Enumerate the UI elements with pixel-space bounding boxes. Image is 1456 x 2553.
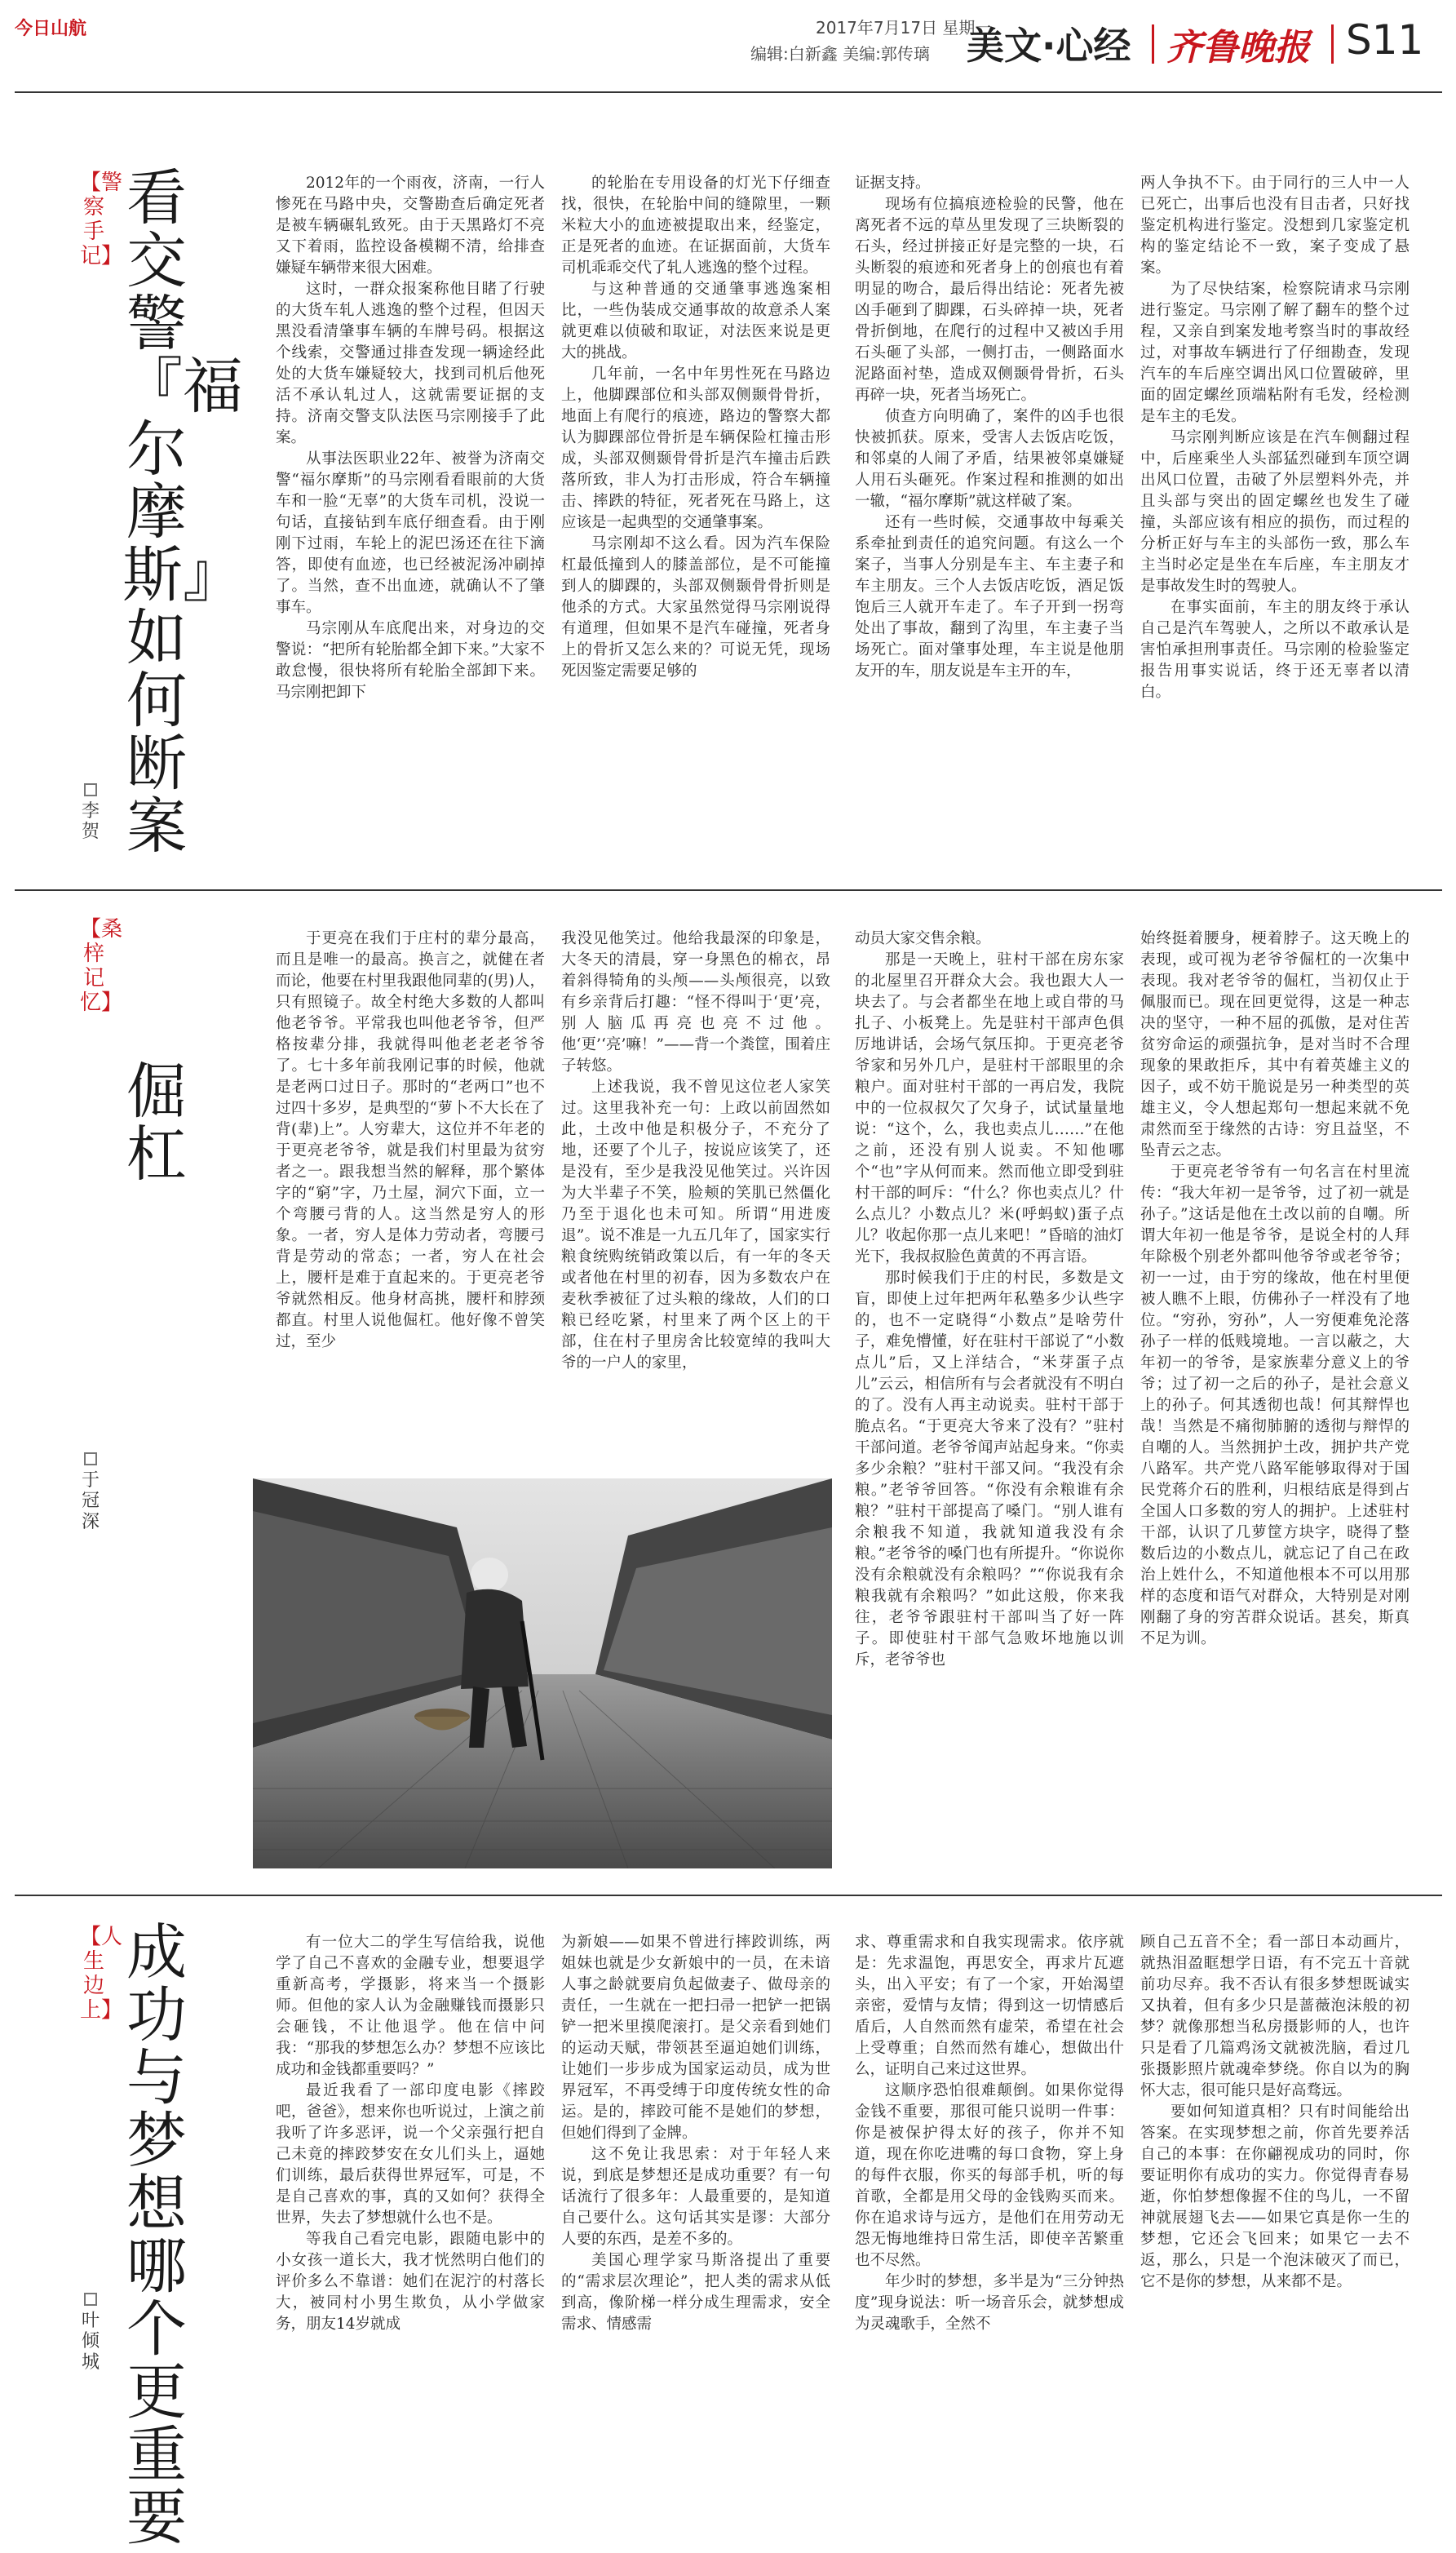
paragraph: 年少时的梦想，多半是为“三分钟热度”现身说法：听一场音乐会，就梦想成为灵魂歌手，全然不 [855, 2273, 1124, 2333]
paragraph: 马宗刚判断应该是在汽车侧翻过程中，后座乘坐人头部猛烈碰到车顶空调出风口位置，击破了外层塑料外壳，并且头部与突出的固定螺丝也发生了碰撞，头部应该有相应的损伤，而过程的分析正好与车主的头部伤一致，那么车主当时必定是坐在车后座，车主朋友才是事故发生时的驾驶人。 [1140, 429, 1410, 595]
header-divider [1331, 24, 1334, 64]
editor-line: 编辑:白新鑫 美编:郭传璃 [750, 44, 930, 64]
article-2-tag: 【桑梓记忆】 [80, 917, 123, 1015]
paragraph: 顾自己五音不全；看一部日本动画片，就热泪盈眶想学日语，有不完五十音就前功尽弃。我不否认有很多梦想既诚实又执着，但有多少只是蔷薇泡沫般的初梦？就像那想当私房摄影师的人，也许只是看了几篇鸡汤文就被洗脑，看过几张摄影照片就魂牵梦绕。你自以为的胸怀大志，很可能只是好高骛远。 [1140, 1934, 1410, 2099]
article-3-title: 成功与梦想哪个更重要 [126, 1917, 187, 2553]
header-divider [1152, 24, 1154, 64]
paragraph: 于更亮老爷爷有一句名言在村里流传：“我大年初一是爷爷，过了初一就是孙子。”这话是他在土改以前的自嘲。所谓大年初一他是爷爷，是说全村的人拜年除极个别老外都叫他爷爷或老爷爷；初一一过，由于穷的缘故，他在村里便被人瞧不上眼，仿佛孙子一样没有了地位。“穷孙，穷孙”，人一穷便难免沦落孙子一样的低贱境地。一言以蔽之，大年初一的爷爷，是家族辈分意义上的爷爷；过了初一之后的孙子，是社会意义上的孙子。何其透彻也哉！何其辩悍也哉！当然是不痛彻肺腑的透彻与辩悍的自嘲的人。当然拥护土改，拥护共产党八路军。共产党八路军能够取得对于国民党蒋介石的胜利，归根结底是得到占全国人口多数的穷人的拥护。上述驻村干部，认识了几萝筐方块字，晓得了整数后边的小数点儿，就忘记了自己在政治上姓什么，不知道他根本不可以用那样的态度和语气对群众，大特别是对刚刚翻了身的穷苦群众说话。甚矣，斯真不足为训。 [1140, 1163, 1410, 1647]
paragraph: 有一位大二的学生写信给我，说他学了自己不喜欢的金融专业，想要退学重新高考，学摄影，将来当一个摄影师。但他的家人认为金融赚钱而摄影只会砸钱，不让他退学。他在信中问我：“那我的梦想怎么办？梦想不应该比成功和金钱都重要吗？” [276, 1934, 545, 2078]
paragraph: 动员大家交售余粮。 [855, 930, 991, 947]
regional-label: 今日山航 [15, 19, 87, 39]
paragraph: 侦查方向明确了，案件的凶手也很快被抓获。原来，受害人去饭店吃饭，和邻桌的人闹了矛盾，结果被邻桌嫌疑人用石头砸死。作案过程和推测的如出一辙，“福尔摩斯”就这样破了案。 [855, 408, 1124, 510]
paragraph: 这不免让我思索：对于年轻人来说，到底是梦想还是成功重要？有一句话流行了很多年：人最重要的，是知道自己要什么。这句话其实是谬：大部分人要的东西，是差不多的。 [561, 2146, 830, 2248]
paragraph: 那是一天晚上，驻村干部在房东家的北屋里召开群众大会。我也跟大人一块去了。与会者都坐在地上或自带的马扎子、小板凳上。先是驻村干部声色俱厉地讲话，会场气氛压抑。于更亮老爷爷家和另外几户，是驻村干部眼里的余粮户。面对驻村干部的一再启发，我院中的一位叔叔欠了欠身子，试试量量地说：“这个，么，我也卖点儿……”在他之前，还没有别人说卖。不知他哪个“也”字从何而来。然而他立即受到驻村干部的呵斥：“什么？你也卖点儿？什么点儿？小数点儿？米(呼蚂蚁)蛋子点儿？收起你那一点儿来吧！”昏暗的油灯光下，我叔叔脸色黄黄的不再言语。 [855, 951, 1124, 1265]
paragraph: 为新娘——如果不曾进行摔跤训练，两姐妹也就是少女新娘中的一员，在未谙人事之龄就要肩负起做妻子、做母亲的责任，一生就在一把扫帚一把铲一把锅铲一把米里摸爬滚打。是父亲看到她们的运动天赋，带领甚至逼迫她们训练，让她们一步步成为国家运动员，成为世界冠军，不再受缚于印度传统女性的命运。是的，摔跤可能不是她们的梦想，但她们得到了金牌。 [561, 1934, 830, 2142]
newspaper-logo: 齐鲁晚报 [1166, 27, 1310, 69]
article-3-column-4 [1140, 1932, 1410, 2487]
author-name: 李贺 [81, 801, 100, 843]
article-2-photo [253, 1478, 832, 1868]
article-3-tag: 【人生边上】 [80, 1925, 123, 2023]
article-1-column-3 [855, 173, 1124, 857]
author-name: 叶倾城 [81, 2311, 100, 2373]
article-2-column-3 [855, 929, 1124, 1867]
paragraph: 求、尊重需求和自我实现需求。依序就是：先求温饱，再思安全，再求片瓦遮头，出入平安；有了一个家，开始渴望亲密，爱情与友情；得到这一切情感后盾后，人自然而然有虚荣，希望在社会上受尊重；自然而然有雄心，想做出什么，证明自己来过这世界。 [855, 1934, 1124, 2078]
author-marker-icon [84, 783, 97, 796]
article-3-column-1 [276, 1932, 545, 2487]
article-separator [15, 889, 1442, 891]
elderly-man-photo [253, 1478, 832, 1868]
paragraph: 两人争执不下。由于同行的三人中一人已死亡，出事后也没有目击者，只好找鉴定机构进行鉴定。没想到几家鉴定机构的鉴定结论不一致，案子变成了悬案。 [1140, 175, 1410, 277]
date-line: 2017年7月17日 星期一 [816, 18, 992, 38]
article-1-author [78, 783, 103, 843]
author-marker-icon [84, 1452, 97, 1465]
article-2-column-4 [1140, 929, 1410, 1867]
article-1-tag: 【警察手记】 [80, 171, 123, 268]
article-2-column-1 [276, 929, 545, 1460]
article-1-column-2 [561, 173, 830, 857]
author-name: 于冠深 [81, 1470, 100, 1532]
paragraph: 始终挺着腰身，梗着脖子。这天晚上的表现，或可视为老爷爷倔杠的一次集中表现。我对老爷爷的倔杠，当初仅止于佩服而已。现在回更觉得，这是一种志决的坚守，一种不屈的孤傲，是对住苦贫穷命运的顽强抗争，是对当时不合理现象的果敢拒斥，其中有着英雄主义的因子，或不妨干脆说是另一种类型的英雄主义，令人想起郑句一想起来就不免肃然而至于缘然的古诗：穷且益坚，不坠青云之志。 [1140, 930, 1410, 1159]
paragraph: 与这种普通的交通肇事逃逸案相比，一些伪装成交通事故的故意杀人案就更难以侦破和取证，对法医来说是更大的挑战。 [561, 281, 830, 361]
paragraph: 还有一些时候，交通事故中每乘关系牵扯到责任的追究问题。有这么一个案子，当事人分别是车主、车主妻子和车主朋友。三个人去饭店吃饭，酒足饭饱后三人就开车走了。车子开到一拐弯处出了事故，翻到了沟里，车主妻子当场死亡。面对肇事处理，车主说是他朋友开的车，朋友说是车主开的车， [855, 514, 1124, 680]
paragraph: 这顺序恐怕很难颠倒。如果你觉得金钱不重要，那很可能只说明一件事：你是被保护得太好的孩子，你并不知道，现在你吃进嘴的每口食物，穿上身的每件衣服，你买的每部手机，听的每首歌，全都是用父母的金钱购买而来。你在追求诗与远方，是他们在用劳动无怨无悔地维持日常生活，即使辛苦繁重也不尽然。 [855, 2082, 1124, 2269]
header-rule [15, 91, 1442, 93]
article-3-column-2 [561, 1932, 830, 2487]
paragraph: 上述我说，我不曾见这位老人家笑过。这里我补充一句：上政以前固然如此，土改中他是积极分子，不充分了地，还要了个儿子，按说应该笑了，还是没有，至少是我没见他笑过。兴许因为大半辈子不笑，脸颊的笑肌已然僵化乃至于退化也未可知。所谓“用进废退”。说不准是一九五几年了，国家实行粮食统购统销政策以后，有一年的冬天或者他在村里的初春，因为多数农户在麦秋季被征了过头粮的缘故，人们的口粮已经吃紧，村里来了两个区上的干部，住在村子里房舍比较宽绰的我叫大爷的一户人的家里， [561, 1079, 830, 1372]
author-marker-icon [84, 2293, 97, 2306]
section-title: 美文·心经 [967, 24, 1131, 68]
paragraph: 在事实面前，车主的朋友终于承认自己是汽车驾驶人，之所以不敢承认是害怕承担刑事责任。马宗刚的检验鉴定报告用事实说话，终于还无辜者以清白。 [1140, 599, 1410, 701]
paragraph: 马宗刚却不这么看。因为汽车保险杠最低撞到人的膝盖部位，是不可能撞到人的脚踝的，头部双侧颞骨骨折则是他杀的方式。大家虽然觉得马宗刚说得有道理，但如果不是汽车碰撞，死者身上的骨折又怎么来的？可说无凭，现场死因鉴定需要足够的 [561, 535, 830, 680]
paragraph: 这时，一群众报案称他目睹了行驶的大货车轧人逃逸的整个过程，但因天黑没看清肇事车辆的车牌号码。根据这个线索，交警通过排查发现一辆途经此处的大货车嫌疑较大，找到司机后他死活不承认轧过人，这就需要证据的支持。济南交警支队法医马宗刚接手了此案。 [276, 281, 545, 446]
article-1-title: 看交警『福尔摩斯』如何断案 [122, 163, 243, 862]
paragraph: 马宗刚从车底爬出来，对身边的交警说：“把所有轮胎都全卸下来。”大家不敢怠慢，很快将所有轮胎全部卸下来。马宗刚把卸下 [276, 620, 545, 701]
page-number: S11 [1346, 16, 1424, 64]
article-3-column-3 [855, 1932, 1124, 2487]
article-3-author [78, 2293, 103, 2373]
paragraph: 于更亮在我们于庄村的辈分最高，而且是唯一的最高。换言之，就健在者而论，他要在村里我跟他同辈的(男)人，只有照镜子。故全村绝大多数的人都叫他老爷爷。平常我也叫他老爷爷，但严格按辈分排，我就得叫他老老老爷爷了。七十多年前我刚记事的时候，他就是老两口过日子。那时的“老两口”也不过四十多岁，是典型的“萝卜不大长在了背(辈)上”。人穷辈大，这位并不年老的于更亮老爷爷，就是我们村里最为贫穷者之一。跟我想当然的解释，那个繁体字的“窮”字，乃土屋，洞穴下面，立一个弯腰弓背的人。这当然是穷人的形象。一者，穷人是体力劳动者，弯腰弓背是劳动的常态；一者，穷人在社会上，腰杆是难于直起来的。于更亮老爷爷就然相反。他身材高挑，腰杆和脖颈都直。村里人说他倔杠。他好像不曾笑过，至少 [276, 930, 545, 1350]
paragraph: 那时候我们于庄的村民，多数是文盲，即使上过年把两年私塾多少认些字的，也不一定晓得“小数点”是啥劳什子，难免懵懂，好在驻村干部说了“小数点儿”后，又上洋结合，“米芽蛋子点儿”云云，相信所有与会者就没有不明白的了。没有人再主动说卖。驻村干部于脆点名。“于更亮大爷来了没有？”驻村干部问道。老爷爷闻声站起身来。“你卖多少余粮？”驻村干部又问。“我没有余粮。”老爷爷回答。“你没有余粮谁有余粮？”驻村干部提高了嗓门。“别人谁有余粮我不知道，我就知道我没有余粮。”老爷爷的嗓门也有所提升。“你说你没有余粮就没有余粮吗？”“你说我有余粮我就有余粮吗？”如此这般，你来我往，老爷爷跟驻村干部叫当了好一阵子。即使驻村干部气急败坏地施以训斥，老爷爷也 [855, 1270, 1124, 1669]
article-1-column-4 [1140, 173, 1410, 857]
paragraph: 几年前，一名中年男性死在马路边上，他脚踝部位和头部双侧颞骨骨折，地面上有爬行的痕迹，路边的警察大都认为脚踝部位骨折是车辆保险杠撞击形成，头部双侧颞骨骨折是汽车撞击后跌落所致，非人为打击形成，符合车辆撞击、摔跌的特征，死者死在马路上，这应该是一起典型的交通肇事案。 [561, 366, 830, 531]
article-2-column-2 [561, 929, 830, 1460]
article-2-author [78, 1452, 103, 1532]
paragraph: 从事法医职业22年、被誉为济南交警“福尔摩斯”的马宗刚看看眼前的大货车和一脸“无辜”的大货车司机，没说一句话，直接钻到车底仔细查看。由于刚刚下过雨，车轮上的泥巴汤还在往下滴答，即使有血迹，也已经被泥汤冲刷掉了。当然，查不出血迹，就确认不了肇事车。 [276, 450, 545, 616]
article-1-column-1 [276, 173, 545, 857]
paragraph: 要如何知道真相？只有时间能给出答案。在实现梦想之前，你首先要养活自己的本事：在你翩视成功的同时，你要证明你有成功的实力。你觉得青春易逝，你怕梦想像握不住的鸟儿，一不留神就展翅飞去——如果它真是你一生的梦想，它还会飞回来；如果它一去不返，那么，只是一个泡沫破灭了而已，它不是你的梦想，从来都不是。 [1140, 2103, 1410, 2290]
article-2-title: 倔杠 [126, 1057, 187, 1190]
paragraph: 最近我看了一部印度电影《摔跤吧，爸爸》，想来你也听说过，上演之前我听了许多恶评，说一个父亲强行把自己未竟的摔跤梦安在女儿们头上，逼她们训练，最后获得世界冠军，可是，不是自己喜欢的事，真的又如何？获得全世界，失去了梦想就什么也不是。 [276, 2082, 545, 2227]
paragraph: 我没见他笑过。他给我最深的印象是，大冬天的清晨，穿一身黑色的棉衣，昂着斜得犄角的头颅——头颅很亮，以致有乡亲背后打趣：“怪不得叫于‘更’亮，别人脑瓜再亮也亮不过他。他‘更’‘亮’嘛！”——背一个粪筐，围着庄子转悠。 [561, 930, 830, 1075]
paragraph: 为了尽快结案，检察院请求马宗刚进行鉴定。马宗刚了解了翻车的整个过程，又亲自到案发地考察当时的事故经过，对事故车辆进行了仔细勘查，发现汽车的车后座空调出风口位置破碎，里面的固定螺丝顶端粘附有毛发，经检测是车主的毛发。 [1140, 281, 1410, 425]
paragraph: 证据支持。 [855, 175, 931, 192]
paragraph: 等我自己看完电影，跟随电影中的小女孩一道长大，我才恍然明白他们的评价多么不靠谱：她们在泥泞的村落长大，被同村小男生欺负，从小学做家务，朋友14岁就成 [276, 2231, 545, 2333]
paragraph: 2012年的一个雨夜，济南，一行人惨死在马路中央，交警勘查后确定死者是被车辆碾轧致死。由于天黑路灯不亮又下着雨，监控设备模糊不清，给排查嫌疑车辆带来很大困难。 [276, 175, 545, 277]
article-separator [15, 1895, 1442, 1896]
paragraph: 现场有位搞痕迹检验的民警，他在离死者不远的草丛里发现了三块断裂的石头，经过拼接正好是完整的一块，石头断裂的痕迹和死者身上的创痕也有着明显的吻合，最后得出结论：死者先被凶手砸到了脚踝，石头碎掉一块，死者骨折倒地，在爬行的过程中又被凶手用石头砸了头部，一侧打击，一侧路面水泥路面衬垫，造成双侧颞骨骨折，石头再碎一块，死者当场死亡。 [855, 196, 1124, 404]
paragraph: 美国心理学家马斯洛提出了重要的“需求层次理论”，把人类的需求从低到高，像阶梯一样分成生理需求，安全需求、情感需 [561, 2252, 830, 2333]
paragraph: 的轮胎在专用设备的灯光下仔细查找，很快，在轮胎中间的缝隙里，一颗米粒大小的血迹被提取出来，经鉴定，正是死者的血迹。在证据面前，大货车司机乖乖交代了轧人逃逸的整个过程。 [561, 175, 830, 277]
